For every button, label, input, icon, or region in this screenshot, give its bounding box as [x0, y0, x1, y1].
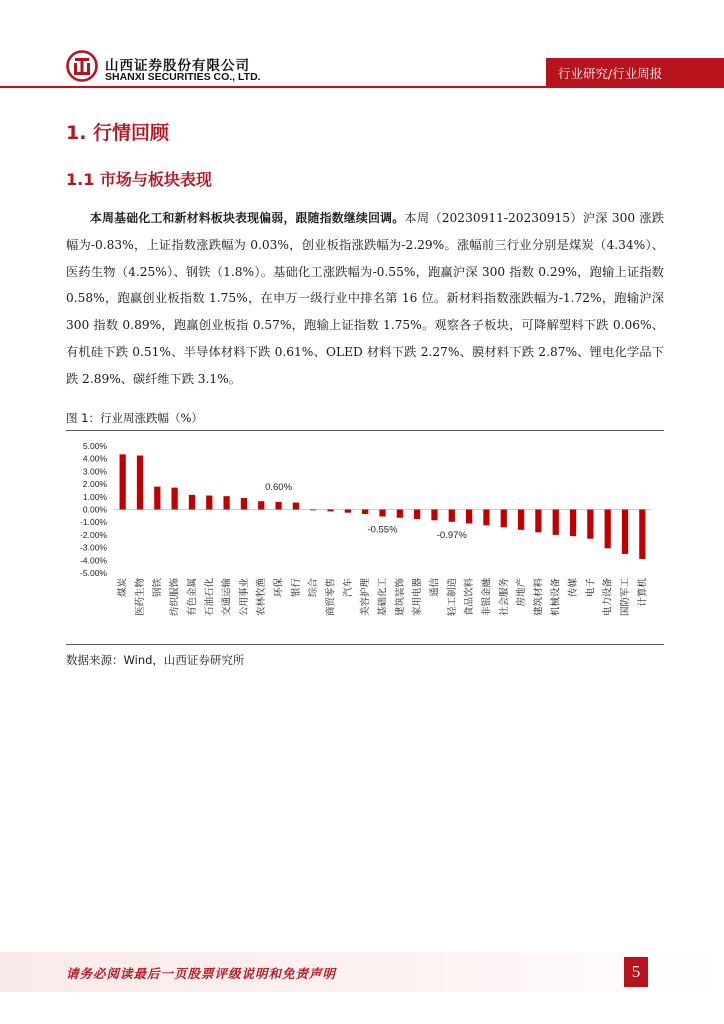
report-type-label: 行业研究/行业周报: [558, 66, 663, 81]
category-label: 非银金融: [481, 578, 493, 617]
company-logo-icon: [66, 50, 98, 82]
y-tick-label: 0.00%: [82, 504, 107, 515]
header-divider: [0, 86, 724, 88]
bar-1: [137, 456, 143, 510]
bar-7: [241, 498, 247, 509]
category-label: 国防军工: [620, 578, 632, 617]
category-label: 有色金属: [186, 578, 198, 617]
y-tick-label: -4.00%: [80, 555, 107, 566]
bar-13: [345, 510, 351, 513]
summary-paragraph: [66, 205, 664, 393]
category-label: 通信: [429, 578, 441, 598]
y-tick-label: 5.00%: [82, 441, 107, 451]
category-label: 医药生物: [134, 578, 146, 617]
category-label: 银行: [290, 578, 302, 598]
report-type-badge: [546, 58, 724, 86]
bar-16: [397, 510, 403, 518]
y-tick-label: 1.00%: [82, 491, 107, 502]
bar-6: [223, 496, 229, 509]
category-label: 环保: [273, 578, 285, 598]
summary-body: 本周（20230911-20230915）沪深 300 涨跌幅为-0.83%，上证指数涨跌幅为 0.03%，创业板指涨跌幅为-2.29%。涨幅前三行业分别是煤炭（4.34%）、医药生物（4.25%）、钢铁（1.8%）。基础化工涨跌幅为-0.55%，跑赢沪深 300 指数 0.29%，跑输上证指数 0.58%，跑赢创业板指数 1.75%，在申万一级行业中排名第 16 位。新材料指数涨跌幅为-1.72%，跑输沪深 300 指数 0.89%，跑赢创业板指 0.57%，跑输上证指数 1.75%。观察各子板块，可降解塑料下跌 0.06%、有机硅下跌 0.51%、半导体材料下跌 0.61%、OLED 材料下跌 2.27%、膜材料下跌 2.87%、锂电化学品下跌 2.89%、碳纤维下跌 3.1%。: [66, 211, 664, 386]
y-tick-label: -3.00%: [80, 542, 107, 553]
bar-26: [570, 510, 576, 537]
category-label: 钢铁: [152, 578, 164, 598]
category-label: 基础化工: [377, 578, 389, 617]
bar-21: [483, 510, 489, 526]
category-label: 农林牧渔: [256, 578, 268, 617]
y-tick-label: 3.00%: [82, 466, 107, 477]
bar-24: [535, 510, 541, 533]
bar-14: [362, 510, 368, 514]
figure-source: 数据来源：Wind，山西证券研究所: [66, 653, 245, 667]
figure-title: 图 1：行业周涨跌幅（%）: [66, 411, 203, 425]
bar-29: [622, 510, 628, 554]
bar-5: [206, 496, 212, 510]
category-label: 电子: [585, 578, 597, 598]
disclaimer-note: 请务必阅读最后一页股票评级说明和免责声明: [66, 966, 337, 981]
category-label: 食品饮料: [464, 578, 476, 617]
bar-30: [639, 510, 645, 560]
y-tick-label: -5.00%: [80, 568, 107, 578]
category-label: 煤炭: [117, 578, 129, 598]
category-label: 汽车: [342, 578, 354, 598]
bar-23: [518, 510, 524, 530]
y-tick-label: -1.00%: [80, 517, 107, 528]
bar-0: [120, 454, 126, 509]
bar-12: [327, 510, 333, 512]
bar-25: [553, 510, 559, 535]
y-tick-label: 2.00%: [82, 479, 107, 490]
company-name-en: SHANXI SECURITIES CO., LTD.: [105, 71, 261, 83]
bar-15: [379, 510, 385, 517]
category-label: 轻工制造: [446, 578, 458, 617]
category-label: 电力设备: [602, 578, 614, 617]
y-tick-label: -2.00%: [80, 529, 107, 540]
category-label: 机械设备: [550, 578, 562, 617]
category-label: 美容护理: [360, 578, 372, 617]
bar-8: [258, 501, 264, 509]
data-label: -0.55%: [367, 524, 398, 536]
bar-27: [587, 510, 593, 539]
category-label: 计算机: [637, 578, 649, 607]
industry-weekly-change-chart: [66, 436, 664, 636]
bar-4: [189, 495, 195, 510]
page-number: 5: [624, 957, 648, 987]
figure-bottom-rule: [66, 644, 664, 645]
category-label: 纺织服饰: [169, 578, 181, 617]
company-name-cn: 山西证券股份有限公司: [105, 58, 250, 74]
bar-28: [605, 510, 611, 549]
bar-17: [414, 510, 420, 520]
category-label: 交通运输: [221, 578, 233, 617]
category-label: 建筑材料: [533, 578, 545, 617]
bar-22: [501, 510, 507, 528]
bar-20: [466, 510, 472, 524]
y-tick-label: 4.00%: [82, 453, 107, 464]
page-header: [0, 0, 724, 96]
bar-19: [449, 510, 455, 522]
bar-3: [172, 488, 178, 510]
data-label: -0.97%: [436, 529, 467, 541]
bar-9: [275, 502, 281, 510]
bar-10: [293, 503, 299, 510]
subsection-heading: 1.1 市场与板块表现: [66, 170, 212, 189]
bar-2: [154, 487, 160, 510]
category-label: 公用事业: [238, 578, 250, 617]
data-label: 0.60%: [265, 481, 293, 493]
category-label: 综合: [308, 578, 320, 598]
figure-top-rule: [66, 430, 664, 431]
category-label: 石油石化: [204, 578, 216, 617]
category-label: 建筑装饰: [394, 578, 406, 617]
bar-18: [431, 510, 437, 521]
category-label: 社会服务: [498, 578, 510, 617]
page-footer: [0, 952, 724, 992]
section-heading: 1. 行情回顾: [66, 122, 170, 144]
bar-11: [310, 510, 316, 511]
category-label: 传媒: [568, 578, 580, 598]
category-label: 家用电器: [412, 578, 424, 617]
category-label: 商贸零售: [325, 578, 337, 617]
summary-lead: 本周基础化工和新材料板块表现偏弱，跟随指数继续回调。: [90, 211, 405, 225]
category-label: 房地产: [516, 578, 528, 607]
